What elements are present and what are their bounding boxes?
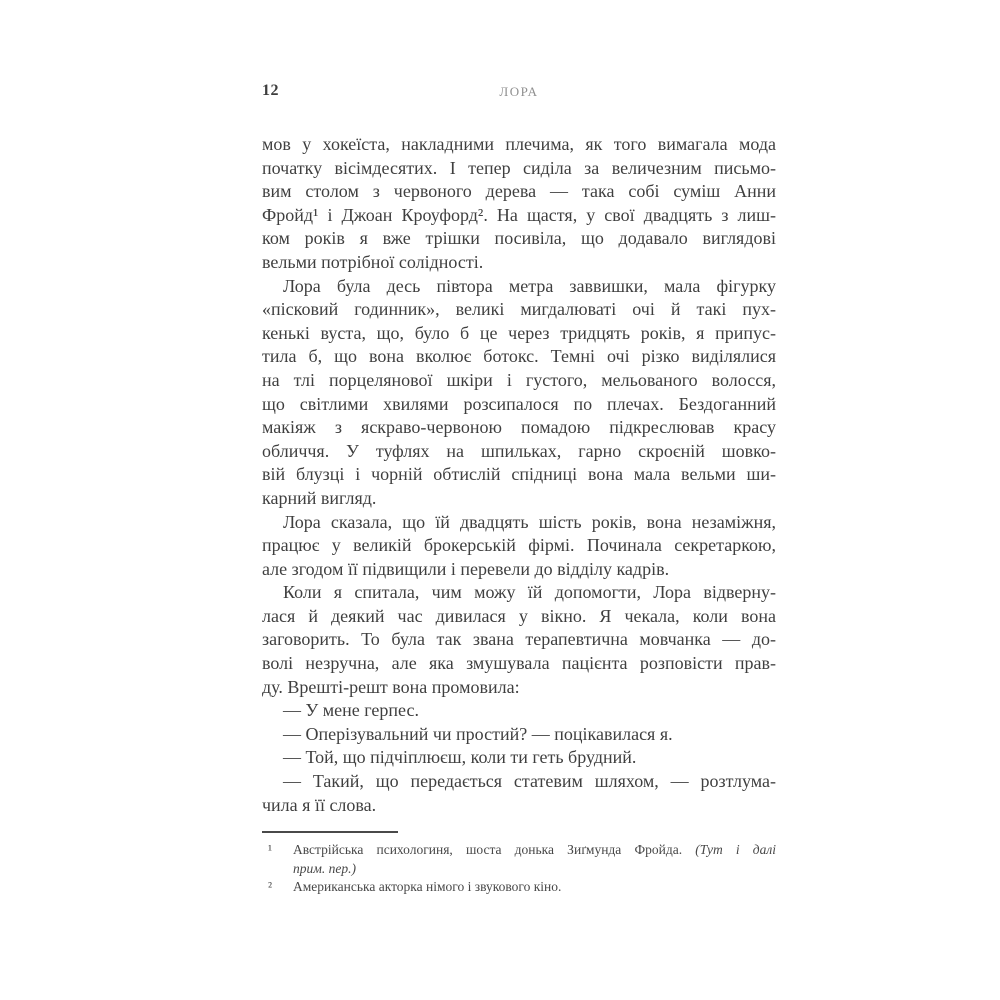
text-line: вій блузці і чорній обтислій спідниці вона мала вельми ши- [262,464,776,485]
paragraph [262,746,776,770]
text-line: кенькі вуста, що, було б це через тридцять років, я припус- [262,322,776,343]
text-line: Фройд¹ і Джоан Кроуфорд². На щастя, у свої двадцять з лиш- [262,204,776,225]
paragraph [262,581,776,699]
text-line: — Той, що підчіплюєш, коли ти геть брудний. [283,747,637,768]
footnote-marker: ² [268,879,273,895]
footnote-separator [262,831,398,833]
footnote [262,841,776,878]
footnote-list [262,841,776,897]
text-line: Коли я спитала, чим можу їй допомогти, Лора відверну- [283,582,776,603]
footnote-line [293,860,776,879]
text-line: працює у великій брокерській фірмі. Починала секретаркою, [262,535,776,556]
paragraph [262,723,776,747]
footnote-line [293,841,776,860]
paragraph [262,699,776,723]
text-line: Лора була десь півтора метра заввишки, мала фігурку [283,275,776,296]
text-line: початку вісімдесятих. І тепер сиділа за величезним письмо- [262,157,776,178]
text-line: — Оперізувальний чи простий? — поцікавилася я. [283,723,673,744]
text-line: тила б, що вона вколює ботокс. Темні очі різко виділялися [262,346,776,367]
footnotes-section [262,831,776,897]
footnote-italic-text: (Тут і далі [695,842,776,857]
text-line: макіяж з яскраво-червоною помадою підкреслював красу [262,417,776,438]
text-line: волі незручна, але яка змушувала пацієнта розповісти прав- [262,653,776,674]
text-line: обличчя. У туфлях на шпильках, гарно скроєній шовко- [262,440,776,461]
body-text [262,133,776,817]
text-line: але згодом її підвищили і перевели до відділу кадрів. [262,558,670,579]
footnote [262,878,776,897]
text-line: карний вигляд. [262,487,377,508]
text-line: що світлими хвилями розсипалося по плечах. Бездоганний [262,393,776,414]
text-line: ком років я вже трішки посивіла, що додавало виглядові [262,228,776,249]
text-line: заговорить. То була так звана терапевтична мовчанка — до- [262,629,776,650]
text-line: «пісковий годинник», великі мигдалюваті очі й такі пух- [262,299,776,320]
text-line: вельми потрібної солідності. [262,251,484,272]
footnote-italic-text: прим. пер.) [293,860,356,876]
running-header-title: ЛОРА [499,84,539,99]
footnote-text: Американська акторка німого і звукового кіно. [293,879,562,895]
footnote-text: Австрійська психологиня, шоста донька Зиґмунда Фройда. [293,842,696,857]
text-line: на тлі порцелянової шкіри і густого, мельованого волосся, [262,369,776,390]
page-header [262,82,776,104]
text-line: — У мене герпес. [283,700,419,721]
text-line: мов у хокеїста, накладними плечима, як того вимагала мода [262,134,776,154]
text-line: Лора сказала, що їй двадцять шість років, вона незаміжня, [283,511,776,532]
text-line: лася й деякий час дивилася у вікно. Я чекала, коли вона [262,605,776,626]
text-line: ду. Врешті-решт вона промовила: [262,676,520,697]
text-line: чила я її слова. [262,794,377,815]
paragraph [262,770,776,817]
footnote-marker: ¹ [268,842,273,857]
paragraph [262,133,776,275]
paragraph [262,511,776,582]
paragraph [262,275,776,511]
footnote-line [293,878,776,897]
text-line: вим столом з червоного дерева — така собі суміш Анни [262,181,776,202]
text-line: — Такий, що передається статевим шляхом, — розтлума- [283,771,776,792]
page-number: 12 [262,82,279,99]
